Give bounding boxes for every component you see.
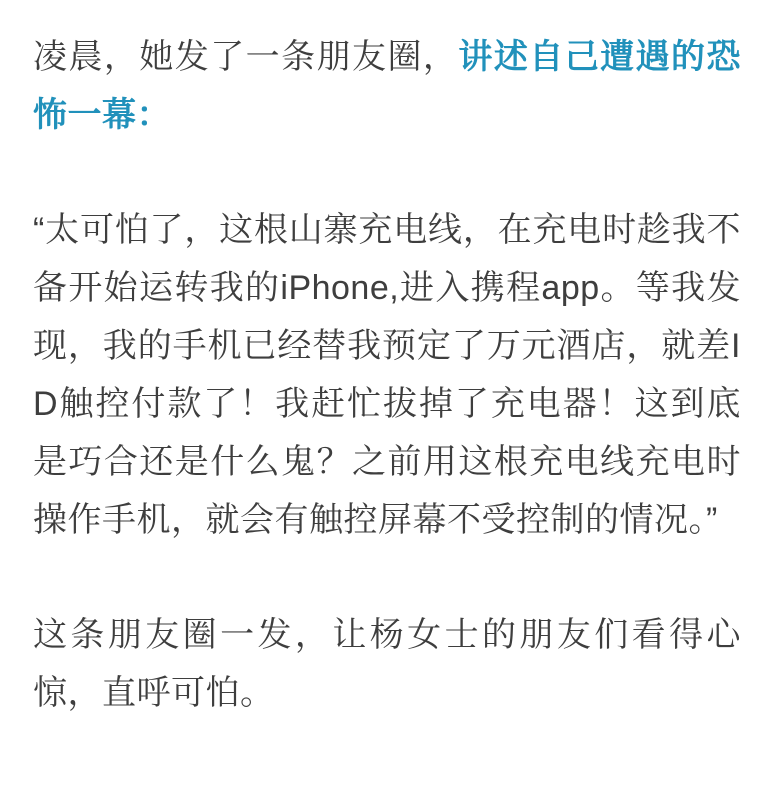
intro-highlight-text: 讲述自己遭遇的恐怖一幕： [33,38,742,134]
quote-paragraph: “太可怕了，这根山寨充电线，在充电时趁我不备开始运转我的iPhone,进入携程app。等我发现，我的手机已经替我预定了万元酒店，就差ID触控付款了！我赶忙拔掉了充电器！这到底是巧合还是什么鬼？之前用这根充电线充电时操作手机，就会有触控屏幕不受控制的情况。” [33,211,741,539]
intro-paragraph [33,28,741,144]
reaction-paragraph: 这条朋友圈一发，让杨女士的朋友们看得心惊，直呼可怕。 [33,616,741,712]
intro-text: 凌晨，她发了一条朋友圈， [33,38,459,76]
